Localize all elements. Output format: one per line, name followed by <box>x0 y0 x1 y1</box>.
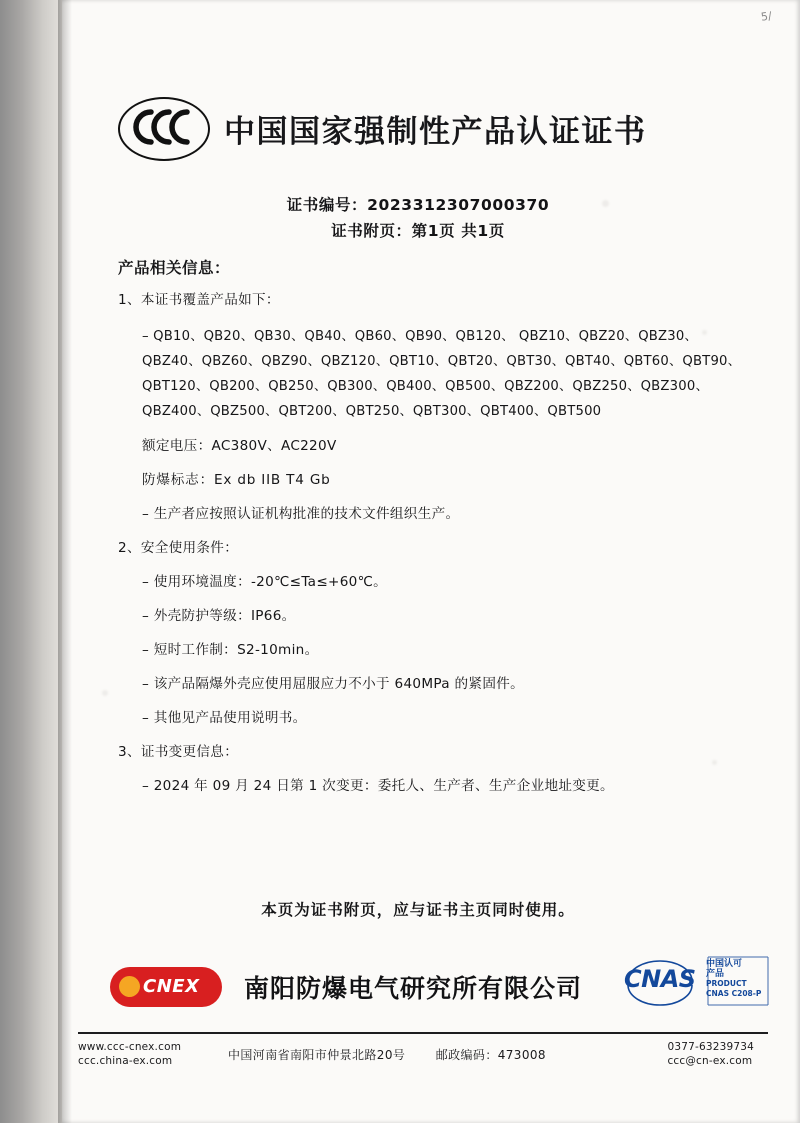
footer-contact-bar <box>78 1038 778 1078</box>
certificate-header <box>118 92 718 164</box>
page-edge-shadow <box>58 0 72 1123</box>
address-text: 中国河南省南阳市仲景北路20号 <box>228 1048 406 1062</box>
website-2: ccc.china-ex.com <box>78 1055 173 1067</box>
telephone-block <box>667 1040 754 1068</box>
issuer-band <box>80 955 780 1019</box>
certificate-number-block <box>118 192 718 244</box>
cnex-logo-label: CNEX <box>143 976 200 997</box>
cnas-line-1: 中国认可 <box>706 959 743 969</box>
postcode-value: 473008 <box>497 1048 546 1062</box>
item-1-coverage: 1、本证书覆盖产品如下： <box>118 292 280 308</box>
explosion-proof-mark: 防爆标志：Ex db ⅠⅠB T4 Gb <box>142 472 331 488</box>
website-block <box>78 1040 181 1068</box>
condition-other-manual: – 其他见产品使用说明书。 <box>142 710 307 726</box>
change-record-1: – 2024 年 09 月 24 日第 1 次变更：委托人、生产者、生产企业地址变更。 <box>142 778 614 794</box>
address-block <box>228 1046 546 1063</box>
certificate-number: 证书编号：2023312307000370 <box>286 196 550 214</box>
condition-ambient-temperature: – 使用环境温度：-20℃≤Ta≤+60℃。 <box>142 574 388 590</box>
cnas-line-2: 产品 <box>706 969 725 979</box>
section-heading-product-info: 产品相关信息： <box>118 259 231 277</box>
condition-ip-rating: – 外壳防护等级：IP66。 <box>142 608 296 624</box>
certificate-page-label: 证书附页：第1页 共1页 <box>331 222 505 240</box>
attachment-usage-note: 本页为证书附页，应与证书主页同时使用。 <box>261 901 575 919</box>
production-note: – 生产者应按照认证机构批准的技术文件组织生产。 <box>142 506 460 522</box>
item-3-change-info: 3、证书变更信息： <box>118 744 239 760</box>
page-left-edge <box>0 0 62 1123</box>
cnas-line-3: PRODUCT <box>706 979 747 988</box>
cnas-detail-lines <box>706 959 761 999</box>
product-model-line: QBT120、QB200、QB250、QB300、QB400、QB500、QBZ200、QBZ250、QBZ300、 <box>142 379 709 394</box>
cnas-accreditation-mark <box>622 951 772 1013</box>
rated-voltage: 额定电压：AC380V、AC220V <box>142 438 337 454</box>
condition-duty-cycle: – 短时工作制：S2-10min。 <box>142 642 319 658</box>
postcode-label: 邮政编码： <box>435 1048 498 1062</box>
ccc-logo-icon <box>118 97 210 159</box>
cnas-line-4: CNAS C208-P <box>706 989 762 998</box>
product-model-line: QBZ40、QBZ60、QBZ90、QBZ120、QBT10、QBT20、QBT30、QBT40、QBT60、QBT90、 <box>142 354 742 369</box>
item-2-safety-conditions: 2、安全使用条件： <box>118 540 239 556</box>
email-address: ccc@cn-ex.com <box>667 1055 753 1067</box>
condition-fastener-strength: – 该产品隔爆外壳应使用屈服应力不小于 640MPa 的紧固件。 <box>142 676 525 692</box>
footer-divider <box>78 1032 768 1034</box>
telephone-number: 0377-63239734 <box>667 1041 754 1053</box>
page-title: 中国国家强制性产品认证证书 <box>224 113 647 150</box>
handwritten-corner-mark: 5/ <box>760 9 773 24</box>
issuer-company-name: 南阳防爆电气研究所有限公司 <box>244 974 583 1003</box>
product-model-line: QBZ400、QBZ500、QBT200、QBT250、QBT300、QBT400、QBT500 <box>142 404 602 419</box>
cnas-label: CNAS <box>624 965 696 993</box>
certificate-body <box>118 250 742 810</box>
product-model-line: – QB10、QB20、QB30、QB40、QB60、QB90、QB120、 QBZ10、QBZ20、QBZ30、 <box>142 329 698 344</box>
cnex-logo-icon <box>110 965 222 1009</box>
website-1: www.ccc-cnex.com <box>78 1041 182 1053</box>
scan-speck <box>102 690 108 696</box>
product-model-list <box>142 324 742 424</box>
